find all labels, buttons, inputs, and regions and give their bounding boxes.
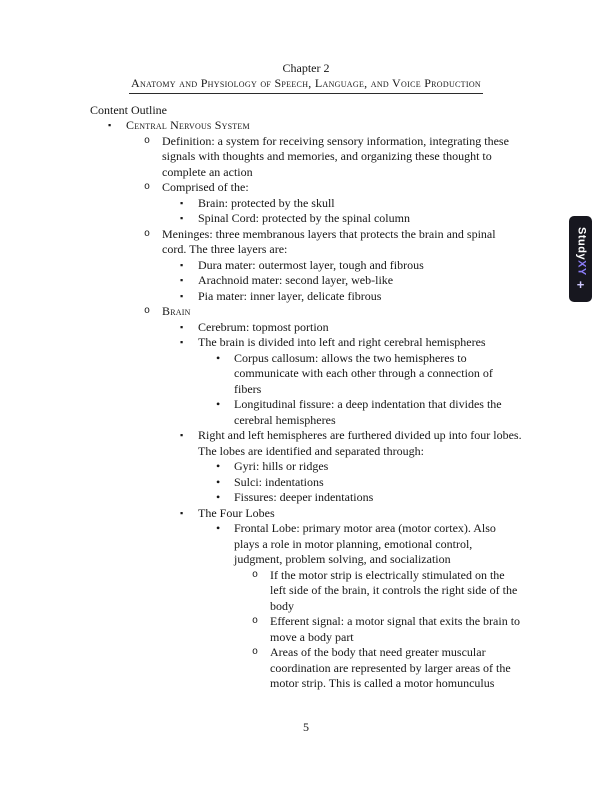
outline-item xyxy=(90,320,522,336)
outline-item xyxy=(90,196,522,212)
chapter-subtitle: Anatomy and Physiology of Speech, Language, and Voice Production xyxy=(129,76,483,94)
outline-item-text: Dura mater: outermost layer, tough and fibrous xyxy=(198,257,424,272)
outline-item-text: If the motor strip is electrically stimulated on the left side of the brain, it controls the right side of the body xyxy=(270,567,518,613)
dot-bullet-icon: • xyxy=(216,350,221,365)
outline-item xyxy=(90,304,522,320)
outline-item xyxy=(90,645,522,692)
square-bullet-icon: ▪ xyxy=(108,120,112,130)
outline-item-text: Cerebrum: topmost portion xyxy=(198,319,329,334)
dot-bullet-icon: • xyxy=(216,397,221,411)
brand-study-text: Study xyxy=(575,227,588,261)
square-bullet-icon: ▪ xyxy=(180,197,184,208)
o-bullet-icon: o xyxy=(144,228,151,240)
outline-item-text: Sulci: indentations xyxy=(234,474,324,489)
outline-item xyxy=(90,428,522,459)
o-bullet-icon: o xyxy=(144,182,151,193)
outline-item xyxy=(90,475,522,491)
outline-item-text: Brain: protected by the skull xyxy=(198,195,335,210)
outline-item xyxy=(90,459,522,475)
outline-item-text: Efferent signal: a motor signal that exits the brain to move a body part xyxy=(270,614,521,644)
outline-item xyxy=(90,614,522,645)
studyxy-badge[interactable] xyxy=(569,216,592,302)
dot-bullet-icon: • xyxy=(216,459,221,473)
outline-item xyxy=(90,134,522,181)
outline-item-text: Spinal Cord: protected by the spinal column xyxy=(198,211,410,225)
o-bullet-icon: o xyxy=(252,647,259,658)
o-bullet-icon: o xyxy=(252,616,259,627)
outline-item-text: The Four Lobes xyxy=(198,505,275,520)
o-bullet-icon: o xyxy=(144,135,151,147)
outline-item xyxy=(90,118,522,134)
outline-item-text: Longitudinal fissure: a deep indentation that divides the cerebral hemispheres xyxy=(234,397,502,427)
outline-item-text: Corpus callosum: allows the two hemispheres to communicate with each other through a connection of fibers xyxy=(234,350,493,396)
square-bullet-icon: ▪ xyxy=(180,275,184,285)
dot-bullet-icon: • xyxy=(216,490,221,504)
outline-item xyxy=(90,180,522,196)
outline-item-text: Meninges: three membranous layers that protects the brain and spinal cord. The three layers are: xyxy=(162,226,496,256)
outline-item xyxy=(90,490,522,506)
outline-item xyxy=(90,568,522,615)
square-bullet-icon: ▪ xyxy=(180,430,184,440)
outline-item-text: Right and left hemispheres are furthered divided up into four lobes. The lobes are identified and separated through: xyxy=(198,428,522,458)
plus-icon: + xyxy=(576,276,585,292)
outline-item-text: Comprised of the: xyxy=(162,180,249,194)
square-bullet-icon: ▪ xyxy=(180,507,184,518)
square-bullet-icon: ▪ xyxy=(180,213,184,223)
outline-item xyxy=(90,397,522,428)
chapter-subtitle-row xyxy=(90,76,522,94)
outline-item xyxy=(90,351,522,398)
outline-item-text: Definition: a system for receiving sensory information, integrating these signals with thoughts and memories, and organizing these thought to complete an action xyxy=(162,133,509,179)
square-bullet-icon: ▪ xyxy=(180,321,184,332)
outline-item-text: Arachnoid mater: second layer, web-like xyxy=(198,273,394,287)
outline-item-text: Gyri: hills or ridges xyxy=(234,459,329,473)
outline-item-text: Areas of the body that need greater muscular coordination are represented by larger areas of the motor strip. This is called a motor homunculus xyxy=(270,645,511,690)
page-number: 5 xyxy=(303,720,309,734)
outline-item-text: Fissures: deeper indentations xyxy=(234,490,374,504)
chapter-title: Chapter 2 xyxy=(282,61,330,75)
dot-bullet-icon: • xyxy=(216,474,221,489)
square-bullet-icon: ▪ xyxy=(180,259,184,270)
outline-item xyxy=(90,258,522,274)
outline-item-text: Frontal Lobe: primary motor area (motor cortex). Also plays a role in motor planning, emotional control, judgment, problem solving, and socialization xyxy=(234,521,496,566)
outline-item xyxy=(90,521,522,568)
page-header xyxy=(90,60,522,94)
outline-item-text: Pia mater: inner layer, delicate fibrous xyxy=(198,288,382,303)
outline-item xyxy=(90,273,522,289)
square-bullet-icon: ▪ xyxy=(180,337,184,347)
outline-item xyxy=(90,211,522,227)
outline-item xyxy=(90,335,522,351)
dot-bullet-icon: • xyxy=(216,521,221,535)
outline-item-text: Central Nervous System xyxy=(126,118,250,132)
square-bullet-icon: ▪ xyxy=(180,290,184,301)
outline-item-text: The brain is divided into left and right cerebral hemispheres xyxy=(198,335,486,349)
outline-item xyxy=(90,506,522,522)
o-bullet-icon: o xyxy=(252,569,259,581)
outline-item xyxy=(90,289,522,305)
outline-item xyxy=(90,227,522,258)
brand-xy-text: XY xyxy=(575,260,588,276)
o-bullet-icon: o xyxy=(144,306,151,317)
section-heading: Content Outline xyxy=(90,102,167,117)
outline-item-text: Brain xyxy=(162,304,191,318)
studyxy-brand-label xyxy=(573,227,589,276)
outline-list xyxy=(90,118,522,692)
